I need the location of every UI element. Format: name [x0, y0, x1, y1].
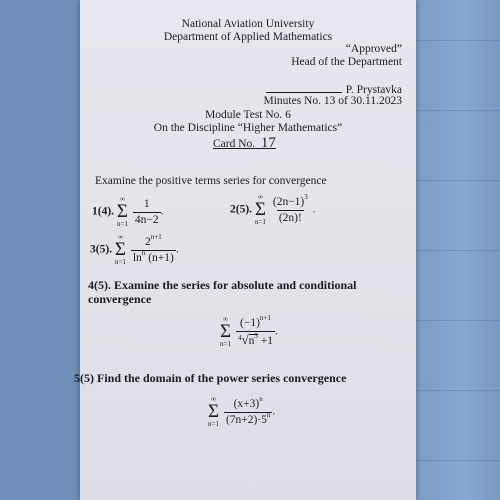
- problem-1-denominator: 4n−2: [134, 213, 159, 226]
- problem-5: ∞ Σ n=1 $\frac{(x+3)^n}{(7n+2)\cdot 5^n}$ .: [208, 394, 276, 428]
- problem-1-numerator: 1: [143, 197, 150, 210]
- module-test-title: Module Test No. 6: [205, 109, 291, 121]
- task-1-instruction: Examine the positive terms series for convergence: [95, 175, 327, 187]
- signature-blank: [266, 82, 342, 93]
- problem-5-denominator: $(7n+2)\cdot 5^n$: [225, 410, 271, 426]
- background-surface: [412, 0, 500, 500]
- sum-sign: ∞ Σ n=1: [208, 395, 220, 428]
- card-number: 17: [260, 135, 276, 151]
- department-name: Department of Applied Mathematics: [163, 31, 333, 43]
- card-label: Card No.: [213, 138, 256, 150]
- problem-1: 1(4). ∞ Σ n=1 $\frac{1}{4n-2}$ .: [92, 195, 164, 228]
- sum-sign: ∞ Σ n=1: [116, 195, 128, 228]
- problem-5-fraction: [224, 394, 272, 427]
- exam-card-sheet: [74, 0, 416, 500]
- problem-1-fraction: [133, 198, 161, 227]
- card-number-line: [213, 137, 276, 151]
- problem-4-denominator: $^4√n^3 +1$: [237, 331, 273, 347]
- problem-2-label: 2(5).: [230, 203, 253, 216]
- task-5-instruction: 5(5) Find the domain of the power series convergence: [74, 371, 347, 385]
- problem-3-label: 3(5).: [90, 243, 113, 256]
- task-4-instruction-line-1: 4(5). Examine the series for absolute and conditional: [88, 278, 357, 292]
- sum-sign: ∞ Σ n=1: [254, 193, 266, 226]
- problem-1-label: 1(4).: [92, 205, 115, 218]
- head-of-department-label: Head of the Department: [291, 56, 402, 68]
- problem-2-denominator: (2n)!: [278, 211, 302, 224]
- university-name: National Aviation University: [181, 18, 315, 30]
- task-4-instruction-line-2: convergence: [88, 292, 152, 306]
- signatory-name: P. Prystavka: [345, 84, 402, 96]
- minutes-line: Minutes No. 13 of 30.11.2023: [263, 95, 402, 107]
- problem-3-fraction: [131, 232, 176, 265]
- problem-5-numerator: $(x+3)^n$: [233, 394, 263, 410]
- problem-4-numerator: $(-1)^{n+1}$: [240, 313, 271, 329]
- problem-2-fraction: [271, 192, 310, 225]
- problem-2: 2(5). ∞ Σ n=1 $\frac{(2n-1)^3}{(2n)!}$ .: [230, 192, 316, 226]
- problem-4-fraction: [236, 313, 275, 348]
- sum-sign: ∞ Σ n=1: [114, 233, 126, 266]
- discipline-title: On the Discipline “Higher Mathematics”: [153, 122, 343, 134]
- problem-3-denominator: $\ln^n (n+1)$: [132, 248, 174, 264]
- approved-label: “Approved”: [345, 43, 402, 55]
- problem-2-numerator: $(2n-1)^3$: [272, 192, 308, 208]
- problem-3-numerator: $2^{n+1}$: [145, 232, 162, 248]
- problem-3: 3(5). ∞ Σ n=1 $\frac{2^{n+1}}{\ln^n (n+1)}$ .: [90, 232, 179, 266]
- sum-sign: ∞ Σ n=1: [220, 315, 232, 348]
- problem-4: ∞ Σ n=1 $\frac{(-1)^{n+1}}{^4√n^3 +1}$ .: [220, 313, 278, 348]
